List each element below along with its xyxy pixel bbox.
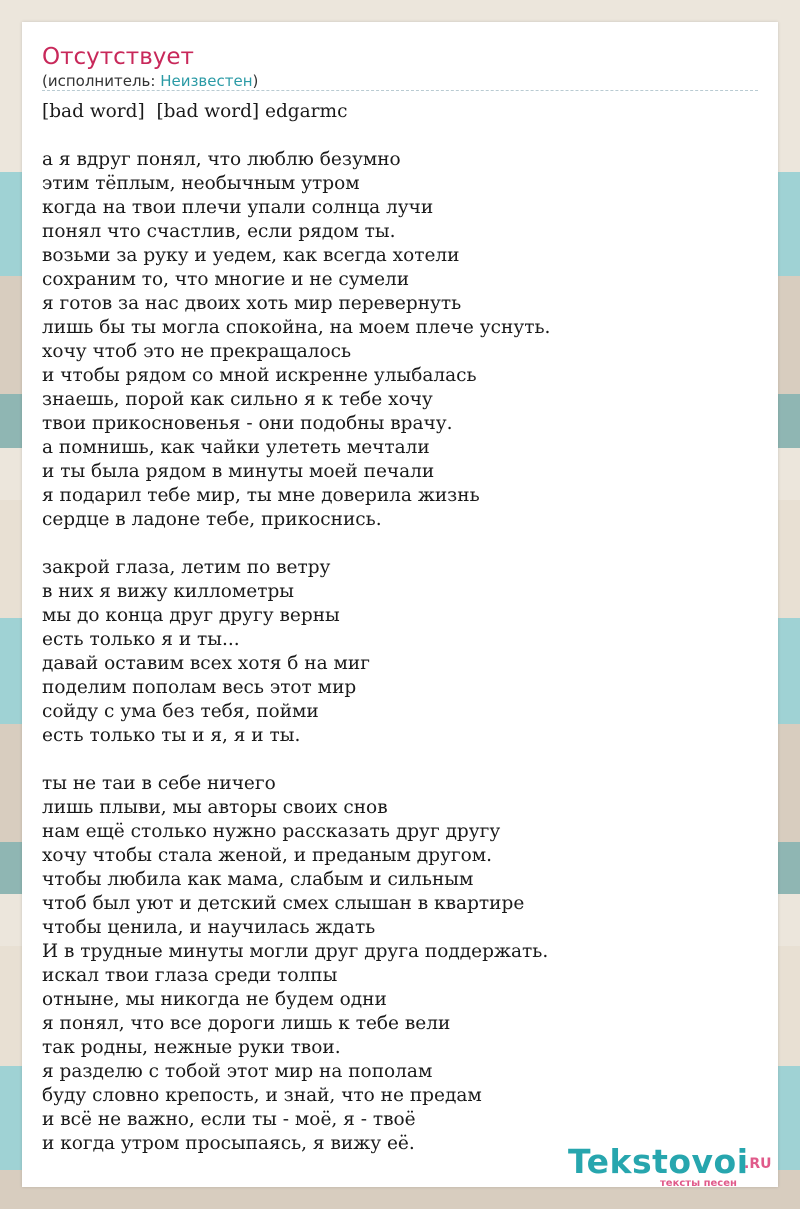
lyric-line: я разделю с тобой этот мир на пополам [42,1061,433,1082]
artist-link[interactable]: Неизвестен [160,72,253,90]
lyric-line: я понял, что все дороги лишь к тебе вели [42,1013,451,1034]
lyric-line: сохраним то, что многие и не сумели [42,269,410,290]
logo-tld: .RU [744,1156,772,1172]
artist-prefix: (исполнитель: [42,72,161,90]
dashed-divider [42,90,758,91]
lyric-line: этим тёплым, необычным утром [42,173,360,194]
lyric-line: чтоб был уют и детский смех слышан в квартире [42,893,525,914]
lyrics-card [22,22,778,1187]
lyric-line: буду словно крепость, и знай, что не предам [42,1085,482,1106]
lyric-line: я готов за нас двоих хоть мир перевернуть [42,293,462,314]
song-title: Отсутствует [42,44,194,70]
lyric-line: а я вдруг понял, что люблю безумно [42,149,401,170]
lyric-line: и ты была рядом в минуты моей печали [42,461,435,482]
lyric-line: сердце в ладоне тебе, прикоснись. [42,509,382,530]
lyric-line: чтобы любила как мама, слабым и сильным [42,869,474,890]
lyric-line: так родны, нежные руки твои. [42,1037,341,1058]
lyric-line [42,124,758,148]
lyric-line: поделим пополам весь этот мир [42,677,357,698]
lyric-line: хочу чтоб это не прекращалось [42,341,352,362]
lyric-line: есть только ты и я, я и ты. [42,725,301,746]
lyric-line: ты не таи в себе ничего [42,773,276,794]
lyric-line: в них я вижу киллометры [42,581,295,602]
lyric-line: и всё не важно, если ты - моё, я - твоё [42,1109,416,1130]
lyric-line: возьми за руку и уедем, как всегда хотели [42,245,460,266]
lyric-line: и когда утром просыпаясь, я вижу её. [42,1133,415,1154]
lyric-line: сойду с ума без тебя, пойми [42,701,319,722]
logo-name: Tekstovoi [568,1142,749,1181]
logo-tagline: тексты песен [660,1178,737,1189]
lyric-line: лишь плыви, мы авторы своих снов [42,797,388,818]
lyric-line: давай оставим всех хотя б на миг [42,653,370,674]
lyrics-text [42,100,758,1156]
lyric-line: чтобы ценила, и научилась ждать [42,917,376,938]
lyric-line: есть только я и ты... [42,629,240,650]
lyric-line: И в трудные минуты могли друг друга поддержать. [42,941,549,962]
lyric-line: нам ещё столько нужно рассказать друг другу [42,821,501,842]
lyric-line: понял что счастлив, если рядом ты. [42,221,396,242]
lyric-line: отныне, мы никогда не будем одни [42,989,387,1010]
lyric-line: твои прикосновенья - они подобны врачу. [42,413,453,434]
artist-line [42,72,258,90]
lyric-line: знаешь, порой как сильно я к тебе хочу [42,389,433,410]
lyric-line [42,532,758,556]
site-logo[interactable] [568,1142,778,1189]
lyric-line: лишь бы ты могла спокойна, на моем плече уснуть. [42,317,551,338]
lyric-line: искал твои глаза среди толпы [42,965,338,986]
lyric-line: мы до конца друг другу верны [42,605,340,626]
lyric-line: и чтобы рядом со мной искренне улыбалась [42,365,477,386]
lyric-line: когда на твои плечи упали солнца лучи [42,197,434,218]
lyric-line [42,748,758,772]
lyric-line: я подарил тебе мир, ты мне доверила жизнь [42,485,480,506]
lyric-line: [bad word] [bad word] edgarmc [42,101,348,122]
lyric-line: хочу чтобы стала женой, и преданым другом. [42,845,493,866]
lyric-line: а помнишь, как чайки улететь мечтали [42,437,430,458]
artist-suffix: ) [252,72,259,90]
lyric-line: закрой глаза, летим по ветру [42,557,331,578]
